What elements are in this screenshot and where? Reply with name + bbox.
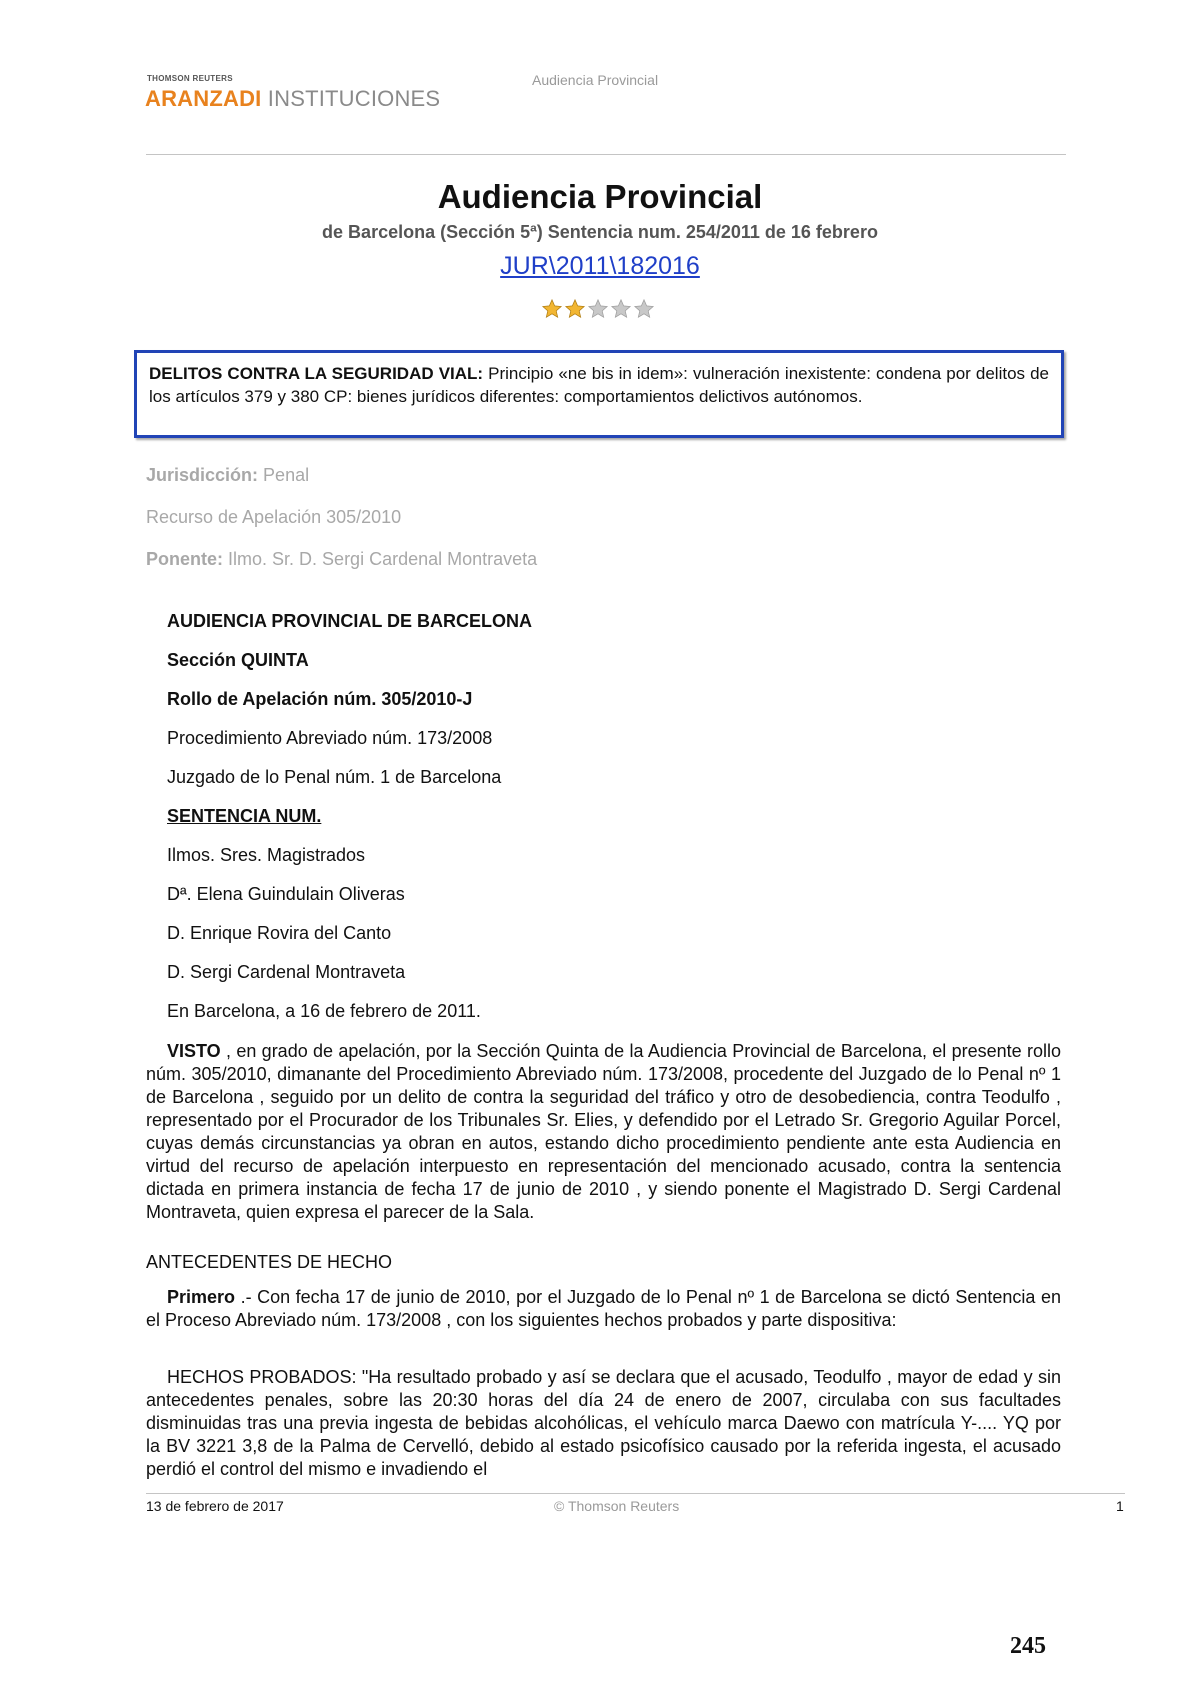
reference-link[interactable]: JUR\2011\182016: [500, 252, 700, 280]
footer-divider: [146, 1493, 1125, 1494]
reference-link-wrapper: [0, 252, 1200, 281]
star-filled-icon: [564, 298, 586, 320]
jurisdiction: [146, 465, 309, 486]
hechos-text: HECHOS PROBADOS: "Ha resultado probado y así se declara que el acusado, Teodulfo , mayor de edad y sin antecedentes penales, sobre las 20:30 horas del día 24 de enero de 2007, circulaba con sus facultades disminuidas tras una previa ingesta de bebidas alcohólicas, el vehículo marca Daewo con matrícula Y-.... YQ por la BV 3221 3,8 de la Palma de Cervelló, debido al estado psicofísico causado por la referida ingesta, el acusado perdió el control del mismo e invadiendo el: [146, 1367, 1061, 1479]
aranzadi-logo: [145, 86, 440, 112]
publisher-label: THOMSON REUTERS: [147, 74, 233, 83]
magistrates-heading: Ilmos. Sres. Magistrados: [167, 845, 366, 865]
magistrate-1: Dª. Elena Guindulain Oliveras: [167, 884, 405, 904]
header-divider: [146, 154, 1066, 155]
document-subtitle: de Barcelona (Sección 5ª) Sentencia num. 254/2011 de 16 febrero: [322, 222, 878, 242]
star-empty-icon: [610, 298, 632, 320]
rapporteur-label: Ponente:: [146, 549, 224, 569]
footer-copyright: © Thomson Reuters: [554, 1498, 680, 1514]
place-date: En Barcelona, a 16 de febrero de 2011.: [167, 1001, 481, 1021]
appeal-roll: Rollo de Apelación núm. 305/2010-J: [167, 689, 473, 709]
procedure-number: Procedimiento Abreviado núm. 173/2008: [167, 728, 493, 748]
star-filled-icon: [541, 298, 563, 320]
summary-text: Principio «ne bis in idem»: vulneración inexistente: condena por delitos de los artículos 379 y 380 CP: bienes jurídicos diferentes: comportamientos delictivos autónomos.: [149, 364, 1049, 406]
logo-brand: ARANZADI: [145, 86, 262, 111]
summary-box: [134, 350, 1064, 438]
visto-paragraph: [146, 1040, 1061, 1224]
jurisdiction-value: Penal: [263, 465, 310, 485]
lower-court: Juzgado de lo Penal núm. 1 de Barcelona: [167, 767, 502, 787]
primero-text: .- Con fecha 17 de junio de 2010, por el Juzgado de lo Penal nº 1 de Barcelona se dictó Sentencia en el Proceso Abreviado núm. 173/2008 , con los siguientes hechos probados y parte dispositiva:: [146, 1287, 1061, 1330]
primero-paragraph: [146, 1286, 1061, 1332]
judgment-heading: SENTENCIA NUM.: [167, 806, 322, 826]
antecedentes-heading: ANTECEDENTES DE HECHO: [146, 1252, 393, 1272]
visto-label: VISTO: [167, 1041, 221, 1061]
rating-stars: [541, 298, 661, 322]
jurisdiction-label: Jurisdicción:: [146, 465, 259, 485]
court-section: Sección QUINTA: [167, 650, 309, 670]
hechos-paragraph: [146, 1366, 1061, 1481]
appeal-number: Recurso de Apelación 305/2010: [146, 507, 402, 527]
primero-label: Primero: [167, 1287, 236, 1307]
magistrate-2: D. Enrique Rovira del Canto: [167, 923, 392, 943]
star-empty-icon: [633, 298, 655, 320]
court-name: AUDIENCIA PROVINCIAL DE BARCELONA: [167, 611, 533, 631]
summary-topic: DELITOS CONTRA LA SEGURIDAD VIAL:: [149, 364, 484, 383]
magistrate-3: D. Sergi Cardenal Montraveta: [167, 962, 406, 982]
visto-text: , en grado de apelación, por la Sección Quinta de la Audiencia Provincial de Barcelona, el presente rollo núm. 305/2010, dimanante del Procedimiento Abreviado núm. 173/2008, procedente del Juzgado de lo Penal nº 1 de Barcelona , seguido por un delito de contra la seguridad del tráfico y otro de desobediencia, contra Teodulfo , representado por el Procurador de los Tribunales Sr. Elies, y defendido por el Letrado Sr. Gregorio Aguilar Porcel, cuyas demás circunstancias ya obran en autos, estando dicho procedimiento pendiente ante esta Audiencia en virtud del recurso de apelación interpuesto en representación del mencionado acusado, contra la sentencia dictada en primera instancia de fecha 17 de junio de 2010 , y siendo ponente el Magistrado D. Sergi Cardenal Montraveta, quien expresa el parecer de la Sala.: [146, 1041, 1061, 1222]
page-stamp: 245: [1010, 1633, 1046, 1659]
rapporteur: [146, 549, 537, 570]
footer-date: 13 de febrero de 2017: [146, 1498, 284, 1514]
document-title: Audiencia Provincial: [437, 178, 763, 215]
logo-suffix: INSTITUCIONES: [267, 86, 441, 111]
running-head: Audiencia Provincial: [532, 72, 659, 88]
footer-page-number: 1: [1116, 1498, 1124, 1514]
rapporteur-value: Ilmo. Sr. D. Sergi Cardenal Montraveta: [228, 549, 538, 569]
star-empty-icon: [587, 298, 609, 320]
